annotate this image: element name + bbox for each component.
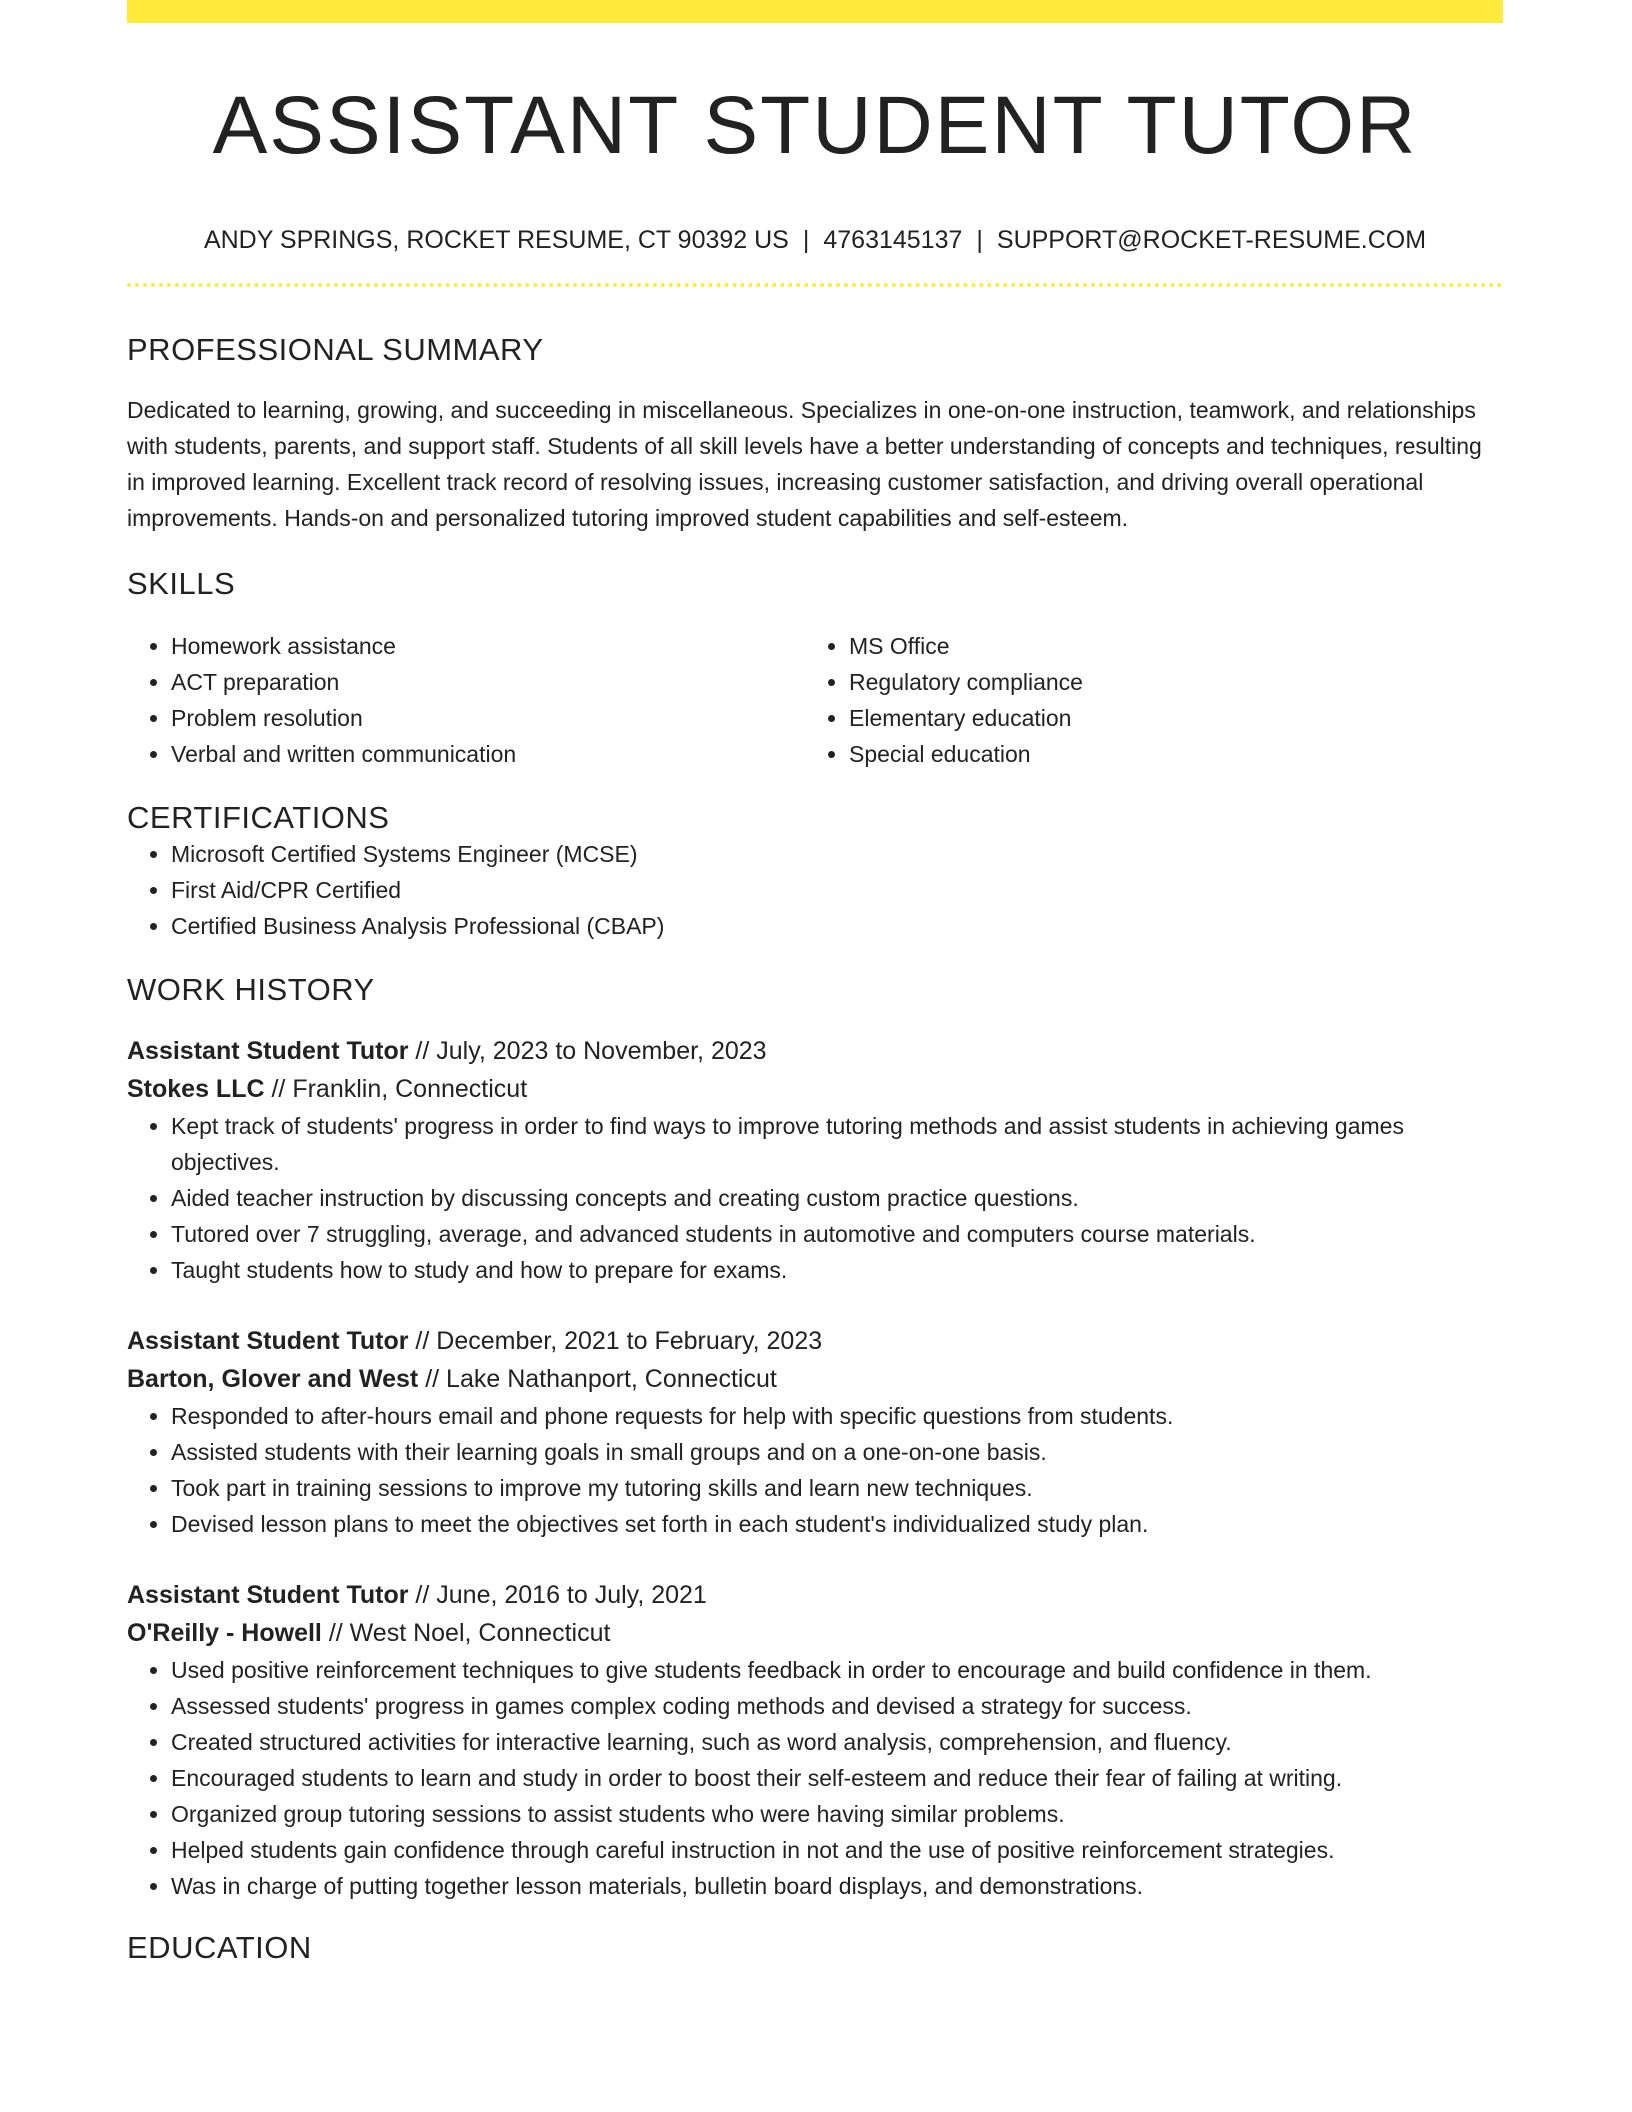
skills-column-right <box>805 628 1483 772</box>
skill-item: • MS Office <box>849 628 1483 664</box>
skill-item: • Verbal and written communication <box>171 736 805 772</box>
education-heading: EDUCATION <box>127 1930 312 1966</box>
job-bullet: • Encouraged students to learn and study in order to boost their self-esteem and reduce their fear of failing at writing. <box>171 1760 1503 1796</box>
job-bullet: • Taught students how to study and how to prepare for exams. <box>171 1252 1503 1288</box>
contact-address: ANDY SPRINGS, ROCKET RESUME, CT 90392 US <box>203 226 789 255</box>
job-entry <box>127 1032 1503 1288</box>
job-company: Stokes LLC <box>127 1075 265 1104</box>
skill-item: • ACT preparation <box>171 664 805 700</box>
job-entry <box>127 1322 1503 1542</box>
job-title: Assistant Student Tutor <box>127 1327 409 1356</box>
accent-top-bar <box>127 0 1503 23</box>
resume-page <box>127 0 1503 1966</box>
contact-email: SUPPORT@ROCKET-RESUME.COM <box>996 226 1427 255</box>
job-title-line <box>127 1576 1503 1614</box>
job-bullet: • Used positive reinforcement techniques to give students feedback in order to encourage and build confidence in them. <box>171 1652 1503 1688</box>
skills-list-left <box>127 628 805 772</box>
job-bullet-list <box>127 1398 1503 1542</box>
job-company: Barton, Glover and West <box>127 1365 419 1394</box>
certification-item: • Certified Business Analysis Professional (CBAP) <box>171 908 1503 944</box>
summary-text: Dedicated to learning, growing, and succeeding in miscellaneous. Specializes in one-on-one instruction, teamwork, and relationships with students, parents, and support staff. Students of all skill levels have a better understanding of concepts and techniques, resulting in improved learning. Excellent track record of resolving issues, increasing customer satisfaction, and driving overall operational improvements. Hands-on and personalized tutoring improved student capabilities and self-esteem. <box>127 397 1482 532</box>
job-company-line <box>127 1614 1503 1652</box>
certification-item: • Microsoft Certified Systems Engineer (MCSE) <box>171 836 1503 872</box>
work-history-list <box>127 1032 1503 1904</box>
skills-heading: SKILLS <box>127 566 236 602</box>
job-bullet-list <box>127 1652 1503 1904</box>
summary-heading: PROFESSIONAL SUMMARY <box>127 332 544 368</box>
job-bullet: • Kept track of students' progress in order to find ways to improve tutoring methods and assist students in achieving games objectives. <box>171 1108 1503 1180</box>
job-bullet: • Was in charge of putting together lesson materials, bulletin board displays, and demonstrations. <box>171 1868 1503 1904</box>
contact-phone: 4763145137 <box>823 226 963 255</box>
contact-separator: | <box>976 226 983 255</box>
job-company-line <box>127 1360 1503 1398</box>
skills-column-left <box>127 628 805 772</box>
job-company: O'Reilly - Howell <box>127 1619 322 1648</box>
job-bullet: • Assessed students' progress in games complex coding methods and devised a strategy for success. <box>171 1688 1503 1724</box>
certifications-heading: CERTIFICATIONS <box>127 800 390 836</box>
job-bullet: • Organized group tutoring sessions to assist students who were having similar problems. <box>171 1796 1503 1832</box>
job-bullet: • Created structured activities for interactive learning, such as word analysis, comprehension, and fluency. <box>171 1724 1503 1760</box>
job-location: // Lake Nathanport, Connecticut <box>418 1365 777 1394</box>
job-title-line <box>127 1322 1503 1360</box>
job-title-line <box>127 1032 1503 1070</box>
job-bullet: • Aided teacher instruction by discussing concepts and creating custom practice questions. <box>171 1180 1503 1216</box>
resume-title: ASSISTANT STUDENT TUTOR <box>212 80 1418 171</box>
skill-item: • Elementary education <box>849 700 1483 736</box>
job-bullet: • Assisted students with their learning goals in small groups and on a one-on-one basis. <box>171 1434 1503 1470</box>
job-bullet: • Devised lesson plans to meet the objectives set forth in each student's individualized study plan. <box>171 1506 1503 1542</box>
skills-list-right <box>805 628 1483 772</box>
job-company-line <box>127 1070 1503 1108</box>
job-title: Assistant Student Tutor <box>127 1581 409 1610</box>
skill-item: • Problem resolution <box>171 700 805 736</box>
contact-separator: | <box>802 226 810 255</box>
job-location: // Franklin, Connecticut <box>264 1075 528 1104</box>
job-bullet: • Responded to after-hours email and phone requests for help with specific questions from students. <box>171 1398 1503 1434</box>
dotted-divider <box>127 283 1503 287</box>
job-dates: // July, 2023 to November, 2023 <box>408 1037 767 1066</box>
certifications-list <box>127 836 1503 944</box>
job-location: // West Noel, Connecticut <box>321 1619 611 1648</box>
job-title: Assistant Student Tutor <box>127 1037 409 1066</box>
job-bullet: • Tutored over 7 struggling, average, and advanced students in automotive and computers course materials. <box>171 1216 1503 1252</box>
job-bullet: • Helped students gain confidence through careful instruction in not and the use of positive reinforcement strategies. <box>171 1832 1503 1868</box>
job-bullet-list <box>127 1108 1503 1288</box>
skill-item: • Regulatory compliance <box>849 664 1483 700</box>
job-bullet: • Took part in training sessions to improve my tutoring skills and learn new techniques. <box>171 1470 1503 1506</box>
job-dates: // December, 2021 to February, 2023 <box>408 1327 823 1356</box>
skill-item: • Homework assistance <box>171 628 805 664</box>
contact-line <box>127 225 1503 255</box>
skills-grid <box>127 628 1503 772</box>
certification-item: • First Aid/CPR Certified <box>171 872 1503 908</box>
job-dates: // June, 2016 to July, 2021 <box>408 1581 707 1610</box>
skill-item: • Special education <box>849 736 1483 772</box>
job-entry <box>127 1576 1503 1904</box>
work-history-heading: WORK HISTORY <box>127 972 375 1008</box>
